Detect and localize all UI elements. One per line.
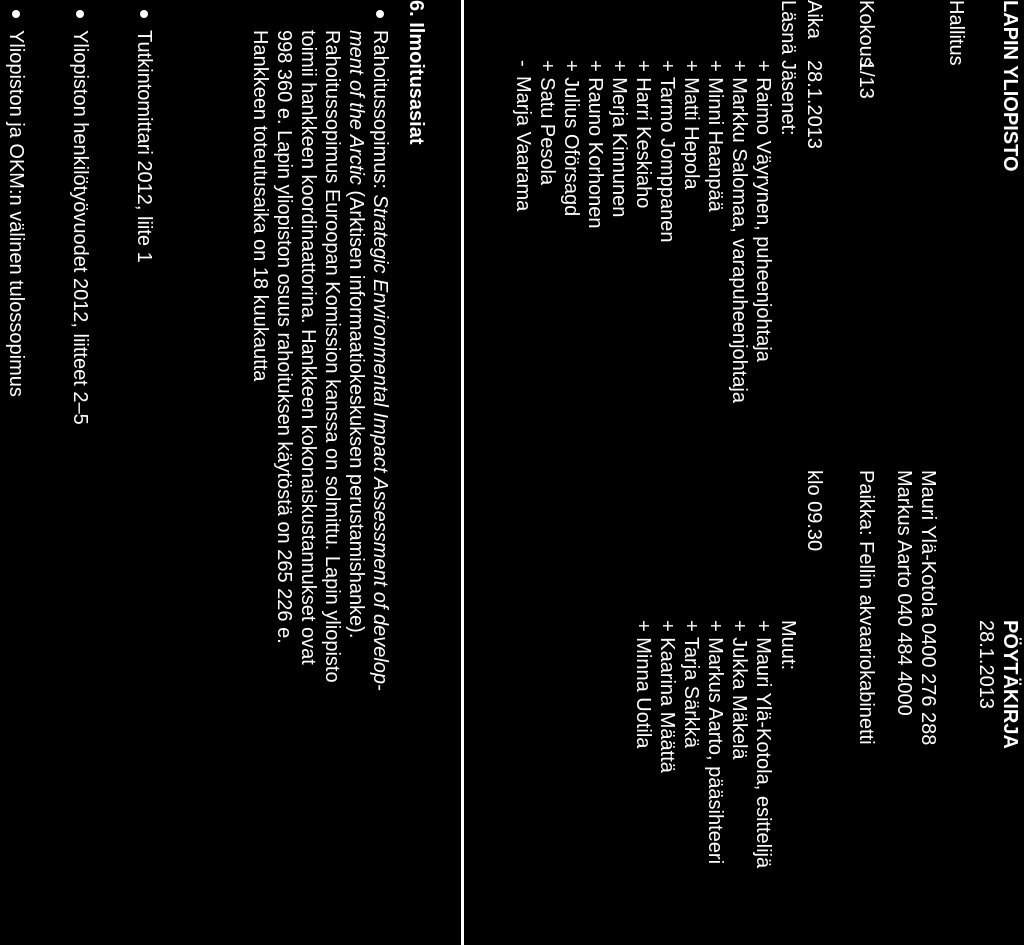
member-item: + Raimo Väyrynen, puheenjohtaja xyxy=(752,60,774,362)
funding-agreement-description: (Arktisen informaatiokeskuksen perustamishanke). xyxy=(345,184,367,639)
contact-2: Markus Aarto 040 484 4000 xyxy=(893,470,915,716)
funding-agreement-text: Hankkeen toteutusaika on 18 kuukautta xyxy=(249,30,271,382)
meeting-number: 1/13 xyxy=(855,60,877,99)
degree-indicator-item: Tutkintomittari 2012, liite 1 xyxy=(133,30,155,263)
meeting-date: 28.1.2013 xyxy=(803,60,825,149)
member-item: + Merja Kinnunen xyxy=(608,60,630,218)
funding-agreement-project-title: Strategic Environmental Impact Assessment of develop- xyxy=(369,194,391,691)
bullet-icon xyxy=(140,10,148,18)
contact-1: Mauri Ylä-Kotola 0400 276 288 xyxy=(917,470,939,746)
member-item: + Minni Haanpää xyxy=(704,60,726,212)
members-heading: Jäsenet: xyxy=(777,60,799,136)
funding-agreement-text: 998 360 e. Lapin yliopiston osuus rahoituksen käytöstä on 265 226 e. xyxy=(273,30,295,644)
funding-agreement-text: toimii hankkeen koordinaattorina. Hankkeen kokonaiskustannukset ovat xyxy=(297,30,319,665)
organization-name: LAPIN YLIOPISTO xyxy=(999,0,1021,172)
absent-member: Marja Vaarama xyxy=(512,76,534,212)
other-attendee: + Jukka Mäkelä xyxy=(728,620,750,760)
member-item: + Tarmo Jomppanen xyxy=(656,60,678,243)
funding-agreement-prefix: Rahoitussopimus: xyxy=(369,30,391,195)
meeting-place: Paikka: Fellin akvaariokabinetti xyxy=(855,470,877,745)
other-attendee: + Mauri Ylä-Kotola, esittelijä xyxy=(752,620,774,869)
board-label: Hallitus xyxy=(945,0,967,66)
member-item: + Matti Hepola xyxy=(680,60,702,190)
absent-mark: - xyxy=(512,60,534,67)
personnel-years-item: Yliopiston henkilötyövuodet 2012, liitteet 2–5 xyxy=(69,30,91,425)
time-label: Aika xyxy=(803,0,825,39)
member-item: + Julius Oförsagd xyxy=(560,60,582,217)
member-item: + Rauno Korhonen xyxy=(584,60,606,229)
other-attendee: + Minna Uotila xyxy=(632,620,654,749)
meeting-label: Kokous xyxy=(855,0,877,67)
performance-agreement-item: Yliopiston ja OKM:n välinen tulossopimus xyxy=(5,30,27,397)
bullet-icon xyxy=(76,10,84,18)
other-attendee: + Tarja Särkkä xyxy=(680,620,702,749)
others-heading: Muut: xyxy=(777,620,799,671)
attendance-label: Läsnä xyxy=(777,0,799,55)
section-title: 6. Ilmoitusasiat xyxy=(405,0,427,145)
document-date: 28.1.2013 xyxy=(975,620,997,709)
section-divider xyxy=(461,0,464,945)
bullet-icon xyxy=(376,10,384,18)
funding-agreement-line-2 xyxy=(344,30,369,638)
funding-agreement-text: Rahoitussopimus Euroopan Komission kanssa on solmittu. Lapin yliopisto xyxy=(321,30,343,683)
funding-agreement-project-title-end: ment of the Arctic xyxy=(345,30,367,185)
funding-agreement-line-1 xyxy=(368,30,393,691)
member-item: + Satu Pesola xyxy=(536,60,558,186)
bullet-icon xyxy=(12,10,20,18)
document-type: PÖYTÄKIRJA xyxy=(999,620,1021,749)
meeting-time: klo 09.30 xyxy=(803,470,825,552)
member-item: + Harri Keskiaho xyxy=(632,60,654,209)
other-attendee: + Kaarina Määttä xyxy=(656,620,678,773)
other-attendee: + Markus Aarto, pääsihteeri xyxy=(704,620,726,865)
member-item: + Markku Salomaa, varapuheenjohtaja xyxy=(728,60,750,403)
